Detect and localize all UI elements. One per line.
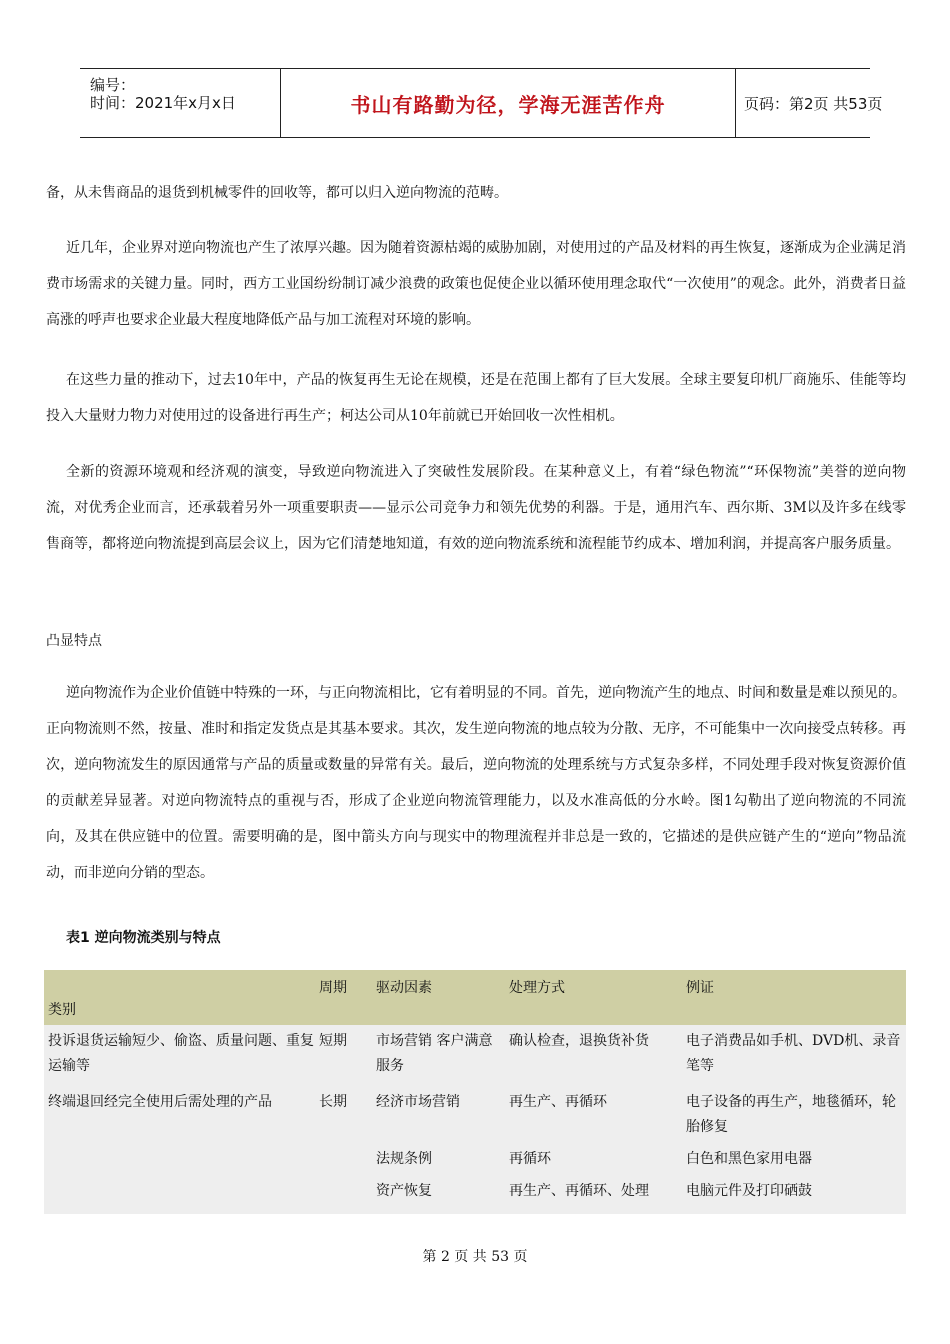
column-header: 例证 <box>686 980 714 996</box>
table-cell: 再生产、再循环 <box>509 1094 607 1110</box>
table-cell: 投诉退货运输短少、偷盗、质量问题、重复运输等 <box>48 1033 314 1074</box>
table-cell: 短期 <box>319 1033 347 1049</box>
table-cell: 经济市场营销 <box>376 1094 460 1110</box>
paragraph: 全新的资源环境观和经济观的演变，导致逆向物流进入了突破性发展阶段。在某种意义上，有着“绿色物流”“环保物流”美誉的逆向物流，对优秀企业而言，还承载着另外一项重要职责——显示公司竞争力和领先优势的利器。于是，通用汽车、西尔斯、3M以及许多在线零售商等，都将逆向物流提到高层会议上，因为它们清楚地知道，有效的逆向物流系统和流程能节约成本、增加利润，并提高客户服务质量。 <box>46 464 906 552</box>
table-cell: 长期 <box>319 1094 347 1110</box>
paragraph-block <box>46 454 906 562</box>
table-cell: 再生产、再循环、处理 <box>509 1183 649 1199</box>
column-header: 周期 <box>319 980 347 996</box>
table-cell: 终端退回经完全使用后需处理的产品 <box>48 1094 272 1110</box>
document-number-label: 编号： <box>90 76 136 94</box>
paragraph-block <box>46 362 906 434</box>
table-caption: 表1 逆向物流类别与特点 <box>66 930 221 946</box>
header-page-info: 页码：第2页 共53页 <box>744 94 883 113</box>
table-header-row <box>44 970 906 1025</box>
page-header <box>80 68 883 138</box>
column-header: 处理方式 <box>509 980 565 996</box>
page-footer: 第 2 页 共 53 页 <box>422 1249 528 1265</box>
table-cell: 电子消费品如手机、DVD机、录音笔等 <box>686 1033 901 1074</box>
table-cell: 市场营销 客户满意服务 <box>376 1033 493 1074</box>
table-cell: 电子设备的再生产，地毯循环，轮胎修复 <box>686 1094 896 1135</box>
document-date-label: 时间：2021年x月x日 <box>90 94 236 112</box>
table-cell: 资产恢复 <box>376 1183 432 1199</box>
column-header: 类别 <box>48 1002 76 1018</box>
data-table <box>44 970 906 1214</box>
table-body <box>44 1025 906 1214</box>
paragraph: 在这些力量的推动下，过去10年中，产品的恢复再生无论在规模，还是在范围上都有了巨大发展。全球主要复印机厂商施乐、佳能等均投入大量财力物力对使用过的设备进行再生产；柯达公司从10年前就已开始回收一次性相机。 <box>46 372 906 424</box>
table-cell: 白色和黑色家用电器 <box>686 1151 812 1167</box>
section-heading: 凸显特点 <box>46 633 102 649</box>
table-cell: 电脑元件及打印硒鼓 <box>686 1183 812 1199</box>
header-motto-cell <box>280 69 736 137</box>
table-cell: 法规条例 <box>376 1151 432 1167</box>
paragraph-intro-tail <box>46 175 906 211</box>
header-motto: 书山有路勤为径，学海无涯苦作舟 <box>350 92 666 117</box>
table-cell: 确认检查，退换货补货 <box>509 1033 649 1049</box>
paragraph: 近几年，企业界对逆向物流也产生了浓厚兴趣。因为随着资源枯竭的威胁加剧，对使用过的产品及材料的再生恢复，逐渐成为企业满足消费市场需求的关键力量。同时，西方工业国纷纷制订减少浪费的政策也促使企业以循环使用理念取代“一次使用”的观念。此外，消费者日益高涨的呼声也要求企业最大程度地降低产品与加工流程对环境的影响。 <box>46 240 906 328</box>
paragraph-block <box>46 675 906 891</box>
column-header: 驱动因素 <box>376 980 432 996</box>
paragraph-block <box>46 230 906 338</box>
table-cell: 再循环 <box>509 1151 551 1167</box>
header-page-cell <box>736 69 883 137</box>
paragraph: 逆向物流作为企业价值链中特殊的一环，与正向物流相比，它有着明显的不同。首先，逆向物流产生的地点、时间和数量是难以预见的。正向物流则不然，按量、准时和指定发货点是其基本要求。其次，发生逆向物流的地点较为分散、无序，不可能集中一次向接受点转移。再次，逆向物流发生的原因通常与产品的质量或数量的异常有关。最后，逆向物流的处理系统与方式复杂多样，不同处理手段对恢复资源价值的贡献差异显著。对逆向物流特点的重视与否，形成了企业逆向物流管理能力，以及水准高低的分水岭。图1勾勒出了逆向物流的不同流向，及其在供应链中的位置。需要明确的是，图中箭头方向与现实中的物理流程并非总是一致的，它描述的是供应链产生的“逆向”物品流动，而非逆向分销的型态。 <box>46 685 906 881</box>
header-meta-cell <box>80 69 280 137</box>
paragraph: 备，从未售商品的退货到机械零件的回收等，都可以归入逆向物流的范畴。 <box>46 185 508 201</box>
